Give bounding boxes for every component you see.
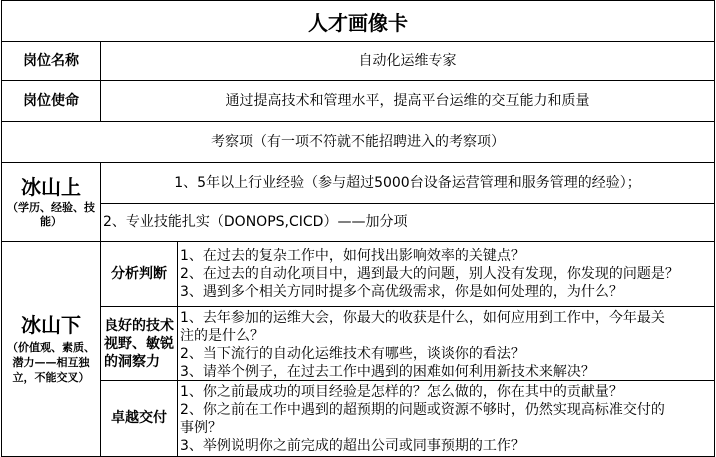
question-line: 3、遇到多个相关方同时提多个高优级需求，你是如何处理的，为什么？ [180, 284, 623, 300]
group-delivery-label [100, 380, 178, 457]
group-vision-label-text: 良好的技术视野、敏锐的洞察力 [104, 317, 174, 370]
position-mission-value [100, 80, 715, 122]
iceberg-above-item-2-text: 2、专业技能扎实（DONOPS,CICD）——加分项 [103, 214, 408, 230]
iceberg-above-item-1-text: 1、5年以上行业经验（参与超过5000台设备运营管理和服务管理的经验）； [174, 174, 641, 191]
question-line: 3、举例说明你之前完成的超出公司或同事预期的工作？ [180, 438, 525, 454]
card-title-text: 人才画像卡 [308, 10, 408, 35]
position-mission-label [1, 80, 101, 122]
group-delivery-questions [177, 380, 715, 457]
assessment-header-text: 考察项（有一项不符就不能招聘进入的考察项） [211, 133, 505, 150]
group-vision-questions [177, 306, 715, 381]
iceberg-above-item-2 [100, 203, 715, 242]
question-line: 2、在过去的自动化项目中，遇到最大的问题，别人没有发现，你发现的问题是？ [180, 266, 679, 282]
group-delivery-label-text: 卓越交付 [111, 410, 167, 426]
position-mission-value-text: 通过提高技术和管理水平，提高平台运维的交互能力和质量 [225, 92, 590, 109]
iceberg-above-label [1, 162, 101, 242]
question-line: 事例？ [180, 420, 222, 436]
iceberg-below-title: 冰山下 [21, 313, 81, 337]
iceberg-above-item-1 [100, 162, 715, 204]
question-line: 1、在过去的复杂工作中，如何找出影响效率的关键点？ [180, 248, 525, 264]
position-name-value-text: 自动化运维专家 [358, 52, 457, 69]
group-analysis-label [100, 241, 178, 307]
question-line: 注的是什么？ [180, 328, 264, 344]
question-line: 2、你之前在工作中遇到的超预期的问题或资源不够时，仍然实现高标准交付的 [180, 402, 665, 418]
position-name-value [100, 41, 715, 81]
question-line: 3、请举个例子，在过去工作中遇到的困难如何利用新技术来解决？ [180, 364, 595, 380]
question-line: 1、去年参加的运维大会，你最大的收获是什么，如何应用到工作中，今年最关 [180, 310, 665, 326]
card-title [1, 0, 715, 42]
iceberg-below-sublabel: （价值观、素质、潜力——相互独立，不能交叉） [7, 341, 95, 384]
position-mission-label-text: 岗位使命 [23, 92, 79, 109]
position-name-label-text: 岗位名称 [23, 52, 79, 69]
group-analysis-questions [177, 241, 715, 307]
question-line: 1、你之前最成功的项目经验是怎样的？怎么做的，你在其中的贡献量？ [180, 384, 623, 400]
group-vision-label [100, 306, 178, 381]
position-name-label [1, 41, 101, 81]
assessment-header [1, 121, 715, 163]
question-line: 2、当下流行的自动化运维技术有哪些，谈谈你的看法？ [180, 346, 525, 362]
iceberg-above-title: 冰山上 [21, 175, 81, 199]
iceberg-below-label [1, 241, 101, 457]
group-analysis-label-text: 分析判断 [111, 265, 167, 282]
iceberg-above-sublabel: （学历、经验、技能） [7, 201, 95, 228]
